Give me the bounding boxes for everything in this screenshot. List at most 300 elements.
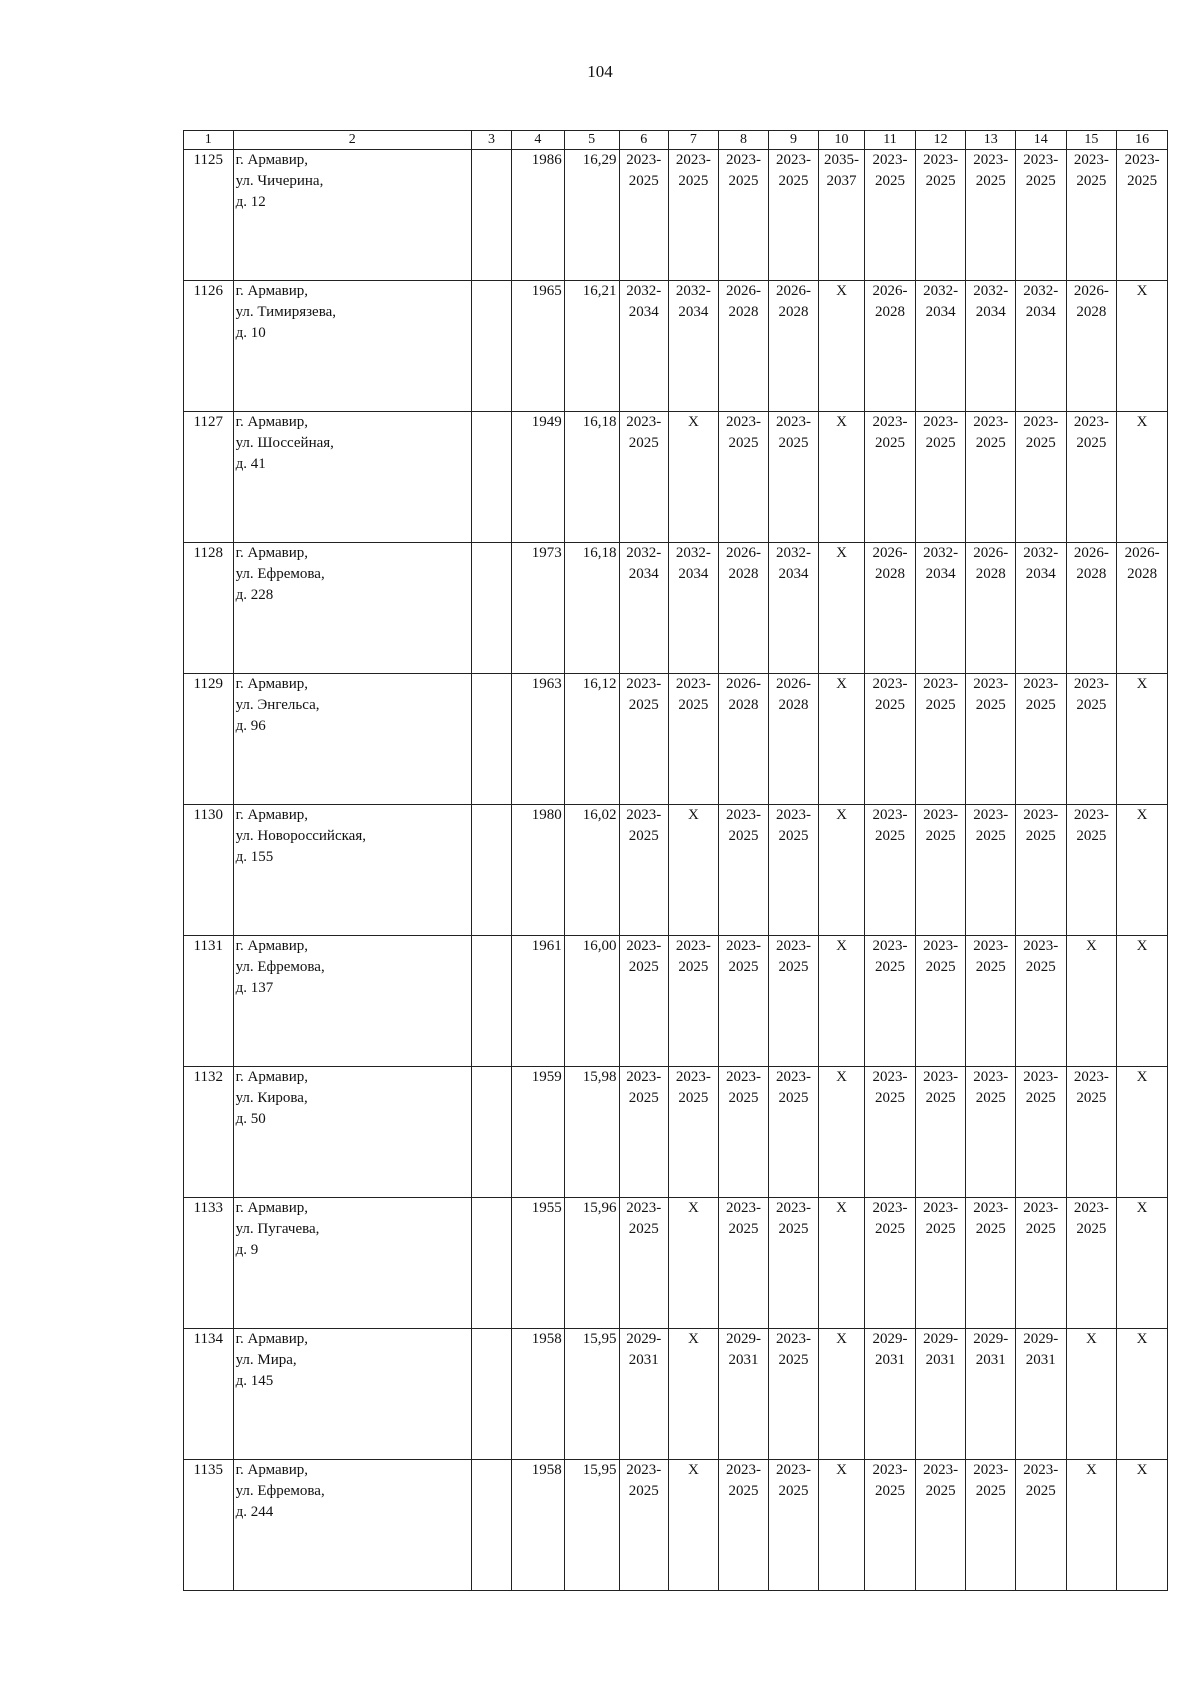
- period-cell: [669, 1198, 719, 1329]
- period-line: 2023-: [1073, 414, 1109, 430]
- period-line: 2023-: [923, 1462, 959, 1478]
- table-row: [184, 1329, 1168, 1460]
- period-line: 2025: [1076, 697, 1107, 713]
- period-line: 2023-: [776, 1200, 812, 1216]
- period-line: X: [687, 414, 699, 430]
- period-line: 2031: [1025, 1352, 1056, 1368]
- period-line: X: [1136, 1200, 1148, 1216]
- period-line: 2025: [728, 173, 759, 189]
- period-cell: [1066, 1198, 1117, 1329]
- period-line: X: [1136, 414, 1148, 430]
- column-header: 7: [669, 131, 719, 150]
- column-header: 10: [818, 131, 864, 150]
- address-line: г. Армавир,: [235, 1069, 309, 1085]
- period-line: 2023-: [725, 1069, 761, 1085]
- address-line: г. Армавир,: [235, 938, 309, 954]
- period-cell: [865, 805, 916, 936]
- period-line: 2023-: [872, 1069, 908, 1085]
- period-line: 2023-: [1073, 152, 1109, 168]
- period-cell: [669, 543, 719, 674]
- period-line: 2028: [728, 304, 759, 320]
- period-line: 2023-: [1073, 1200, 1109, 1216]
- period-line: 2025: [1025, 1483, 1056, 1499]
- period-line: 2023-: [626, 807, 662, 823]
- period-cell: [669, 1460, 719, 1591]
- period-line: 2025: [875, 1090, 905, 1106]
- address-line: д. 10: [235, 325, 266, 341]
- address-line: г. Армавир,: [235, 1331, 309, 1347]
- period-line: 2026-: [776, 676, 812, 692]
- housing-register-table: [183, 130, 1168, 1591]
- period-cell: [718, 412, 769, 543]
- period-line: 2023-: [1023, 807, 1059, 823]
- row-number-cell: 1126: [184, 281, 234, 412]
- period-cell: [619, 543, 669, 674]
- period-line: 2023-: [973, 938, 1009, 954]
- value-cell: 15,96: [564, 1198, 619, 1329]
- period-cell: [1117, 1329, 1168, 1460]
- period-cell: [1066, 281, 1117, 412]
- address-line: г. Армавир,: [235, 283, 309, 299]
- period-line: 2023-: [1073, 676, 1109, 692]
- period-line: 2026-: [725, 283, 761, 299]
- address-line: ул. Ефремова,: [235, 959, 325, 975]
- period-line: 2025: [875, 828, 905, 844]
- period-line: 2023-: [1023, 414, 1059, 430]
- period-cell: [818, 1460, 864, 1591]
- period-cell: [966, 674, 1016, 805]
- period-cell: [1066, 1460, 1117, 1591]
- address-line: г. Армавир,: [235, 152, 309, 168]
- value-cell: 16,02: [564, 805, 619, 936]
- period-line: 2023-: [675, 152, 711, 168]
- period-line: 2025: [678, 173, 709, 189]
- period-line: X: [1136, 938, 1148, 954]
- period-line: 2032-: [626, 545, 662, 561]
- period-line: 2023-: [725, 1462, 761, 1478]
- period-line: 2023-: [626, 1200, 662, 1216]
- period-line: 2034: [678, 566, 709, 582]
- period-line: 2034: [925, 304, 956, 320]
- row-number-cell: 1133: [184, 1198, 234, 1329]
- period-cell: [966, 412, 1016, 543]
- value-cell: 15,95: [564, 1460, 619, 1591]
- period-cell: [1015, 1067, 1066, 1198]
- period-cell: [1066, 805, 1117, 936]
- address-line: ул. Новороссийская,: [235, 828, 366, 844]
- period-line: X: [1136, 1462, 1148, 1478]
- period-line: 2025: [1127, 173, 1158, 189]
- table-row: [184, 1198, 1168, 1329]
- period-line: 2025: [728, 959, 759, 975]
- period-line: 2025: [1025, 959, 1056, 975]
- period-line: 2031: [975, 1352, 1006, 1368]
- period-cell: [718, 543, 769, 674]
- period-line: 2025: [875, 1483, 905, 1499]
- period-cell: [1117, 1198, 1168, 1329]
- period-cell: [966, 1329, 1016, 1460]
- period-cell: [865, 281, 916, 412]
- period-cell: [718, 674, 769, 805]
- column-3-cell: [471, 543, 511, 674]
- period-line: X: [1085, 1331, 1097, 1347]
- period-line: 2032-: [675, 283, 711, 299]
- period-line: 2023-: [1124, 152, 1160, 168]
- period-line: 2028: [875, 304, 905, 320]
- table-row: [184, 936, 1168, 1067]
- period-cell: [966, 150, 1016, 281]
- period-line: X: [687, 1331, 699, 1347]
- period-line: 2023-: [1023, 152, 1059, 168]
- address-cell: [233, 674, 471, 805]
- period-cell: [915, 1067, 966, 1198]
- period-line: X: [836, 1200, 847, 1216]
- period-cell: [1015, 412, 1066, 543]
- period-line: 2025: [778, 828, 809, 844]
- period-line: 2034: [1025, 566, 1056, 582]
- period-line: 2023-: [776, 414, 812, 430]
- period-line: 2028: [728, 697, 759, 713]
- period-line: X: [836, 807, 847, 823]
- column-3-cell: [471, 1460, 511, 1591]
- period-cell: [1117, 1460, 1168, 1591]
- table-row: [184, 805, 1168, 936]
- period-line: 2023-: [923, 807, 959, 823]
- period-line: 2025: [925, 1221, 956, 1237]
- table-row: [184, 543, 1168, 674]
- period-line: 2026-: [973, 545, 1009, 561]
- period-cell: [619, 412, 669, 543]
- value-cell: 16,18: [564, 543, 619, 674]
- address-line: г. Армавир,: [235, 1462, 309, 1478]
- row-number-cell: 1127: [184, 412, 234, 543]
- period-line: 2026-: [1124, 545, 1160, 561]
- column-header: 14: [1015, 131, 1066, 150]
- period-cell: [865, 1067, 916, 1198]
- period-line: 2025: [1076, 828, 1107, 844]
- period-line: 2025: [875, 697, 905, 713]
- period-cell: [966, 1460, 1016, 1591]
- period-line: 2025: [925, 828, 956, 844]
- address-cell: [233, 412, 471, 543]
- address-line: д. 9: [235, 1242, 259, 1258]
- address-line: д. 145: [235, 1373, 274, 1389]
- period-line: 2023-: [675, 1069, 711, 1085]
- period-line: 2023-: [1023, 676, 1059, 692]
- column-header: 11: [865, 131, 916, 150]
- period-line: 2025: [778, 1483, 809, 1499]
- period-line: 2023-: [1023, 1069, 1059, 1085]
- period-line: 2025: [628, 959, 659, 975]
- period-line: 2029-: [1023, 1331, 1059, 1347]
- column-3-cell: [471, 936, 511, 1067]
- period-line: 2025: [875, 959, 905, 975]
- column-3-cell: [471, 805, 511, 936]
- address-line: ул. Мира,: [235, 1352, 297, 1368]
- address-line: д. 137: [235, 980, 274, 996]
- column-header: 12: [915, 131, 966, 150]
- period-line: 2029-: [626, 1331, 662, 1347]
- period-line: 2025: [1025, 435, 1056, 451]
- period-line: 2023-: [1023, 938, 1059, 954]
- address-line: ул. Кирова,: [235, 1090, 308, 1106]
- period-line: 2025: [925, 1483, 956, 1499]
- column-header: 6: [619, 131, 669, 150]
- period-line: 2028: [1076, 566, 1107, 582]
- address-line: г. Армавир,: [235, 807, 309, 823]
- period-line: 2025: [1025, 1221, 1056, 1237]
- period-line: 2029-: [923, 1331, 959, 1347]
- value-cell: 16,12: [564, 674, 619, 805]
- address-line: г. Армавир,: [235, 676, 309, 692]
- table-row: [184, 150, 1168, 281]
- period-cell: [818, 1329, 864, 1460]
- period-cell: [1066, 543, 1117, 674]
- period-line: 2023-: [725, 1200, 761, 1216]
- period-line: 2034: [628, 304, 659, 320]
- period-cell: [769, 1460, 819, 1591]
- build-year-cell: 1961: [511, 936, 564, 1067]
- period-line: 2023-: [626, 676, 662, 692]
- period-line: 2023-: [626, 152, 662, 168]
- period-line: X: [1136, 1331, 1148, 1347]
- address-line: д. 96: [235, 718, 266, 734]
- build-year-cell: 1958: [511, 1329, 564, 1460]
- column-header: 13: [966, 131, 1016, 150]
- period-line: 2023-: [1023, 1462, 1059, 1478]
- period-cell: [718, 805, 769, 936]
- period-cell: [915, 412, 966, 543]
- period-line: X: [687, 1200, 699, 1216]
- value-cell: 16,18: [564, 412, 619, 543]
- period-line: 2034: [975, 304, 1006, 320]
- period-cell: [1015, 1329, 1066, 1460]
- address-cell: [233, 543, 471, 674]
- period-cell: [718, 1198, 769, 1329]
- period-cell: [966, 1067, 1016, 1198]
- period-cell: [915, 1329, 966, 1460]
- period-line: 2028: [728, 566, 759, 582]
- column-3-cell: [471, 1067, 511, 1198]
- period-line: 2028: [975, 566, 1006, 582]
- row-number-cell: 1125: [184, 150, 234, 281]
- build-year-cell: 1949: [511, 412, 564, 543]
- address-line: д. 155: [235, 849, 274, 865]
- address-line: ул. Энгельса,: [235, 697, 320, 713]
- row-number-cell: 1128: [184, 543, 234, 674]
- period-line: 2025: [1076, 1221, 1107, 1237]
- period-line: 2023-: [973, 807, 1009, 823]
- period-line: 2023-: [872, 807, 908, 823]
- period-line: 2025: [1025, 173, 1056, 189]
- period-line: 2025: [778, 435, 809, 451]
- period-line: X: [1085, 938, 1097, 954]
- period-line: 2023-: [725, 414, 761, 430]
- period-cell: [865, 1329, 916, 1460]
- period-line: 2025: [975, 1221, 1006, 1237]
- row-number-cell: 1132: [184, 1067, 234, 1198]
- period-line: X: [836, 1462, 847, 1478]
- period-cell: [619, 1329, 669, 1460]
- period-line: 2034: [628, 566, 659, 582]
- column-header: 8: [718, 131, 769, 150]
- address-cell: [233, 150, 471, 281]
- period-cell: [915, 281, 966, 412]
- period-cell: [669, 1067, 719, 1198]
- period-line: 2023-: [776, 1462, 812, 1478]
- period-line: 2025: [728, 1221, 759, 1237]
- period-line: 2028: [875, 566, 905, 582]
- period-line: 2023-: [725, 807, 761, 823]
- period-line: 2025: [778, 959, 809, 975]
- period-line: 2023-: [872, 1462, 908, 1478]
- period-line: 2032-: [626, 283, 662, 299]
- period-line: 2025: [728, 435, 759, 451]
- period-line: 2025: [678, 959, 709, 975]
- period-cell: [1117, 1067, 1168, 1198]
- period-line: X: [836, 545, 847, 561]
- column-header: 15: [1066, 131, 1117, 150]
- period-cell: [818, 1067, 864, 1198]
- period-cell: [1066, 1329, 1117, 1460]
- period-line: 2025: [925, 1090, 956, 1106]
- period-line: X: [687, 807, 699, 823]
- period-line: 2023-: [725, 152, 761, 168]
- table-row: [184, 281, 1168, 412]
- address-line: г. Армавир,: [235, 545, 309, 561]
- period-cell: [1066, 150, 1117, 281]
- address-cell: [233, 805, 471, 936]
- period-cell: [1066, 412, 1117, 543]
- period-line: 2023-: [626, 1462, 662, 1478]
- period-cell: [769, 412, 819, 543]
- period-line: 2023-: [872, 676, 908, 692]
- period-line: 2023-: [973, 676, 1009, 692]
- period-line: 2023-: [872, 152, 908, 168]
- period-cell: [1015, 543, 1066, 674]
- period-line: 2026-: [725, 545, 761, 561]
- period-line: X: [1136, 283, 1148, 299]
- period-line: 2034: [678, 304, 709, 320]
- period-line: X: [836, 938, 847, 954]
- period-line: X: [836, 283, 847, 299]
- period-cell: [718, 1329, 769, 1460]
- period-line: 2023-: [973, 1069, 1009, 1085]
- period-line: 2034: [925, 566, 956, 582]
- period-line: 2026-: [1073, 545, 1109, 561]
- page-number: 104: [587, 62, 613, 81]
- period-line: 2025: [678, 1090, 709, 1106]
- period-cell: [1015, 1460, 1066, 1591]
- period-cell: [1117, 150, 1168, 281]
- build-year-cell: 1973: [511, 543, 564, 674]
- value-cell: 16,29: [564, 150, 619, 281]
- period-cell: [769, 805, 819, 936]
- period-cell: [619, 150, 669, 281]
- period-cell: [1117, 805, 1168, 936]
- period-line: X: [1136, 676, 1148, 692]
- period-line: 2025: [1025, 828, 1056, 844]
- address-cell: [233, 281, 471, 412]
- period-line: 2025: [925, 697, 956, 713]
- period-line: 2032-: [923, 545, 959, 561]
- period-cell: [818, 412, 864, 543]
- address-line: г. Армавир,: [235, 1200, 309, 1216]
- period-line: 2025: [778, 1090, 809, 1106]
- period-line: 2023-: [923, 1069, 959, 1085]
- period-cell: [669, 1329, 719, 1460]
- period-line: 2032-: [675, 545, 711, 561]
- period-cell: [769, 150, 819, 281]
- period-line: 2031: [925, 1352, 956, 1368]
- column-header: 2: [233, 131, 471, 150]
- period-line: 2025: [628, 697, 659, 713]
- period-cell: [818, 1198, 864, 1329]
- period-line: 2023-: [872, 414, 908, 430]
- period-cell: [818, 805, 864, 936]
- period-line: 2023-: [923, 152, 959, 168]
- period-cell: [1066, 674, 1117, 805]
- period-line: 2026-: [872, 545, 908, 561]
- period-line: 2025: [925, 173, 956, 189]
- period-line: 2035-: [824, 152, 859, 168]
- column-header: 5: [564, 131, 619, 150]
- period-line: 2025: [1076, 435, 1107, 451]
- build-year-cell: 1980: [511, 805, 564, 936]
- column-header: 1: [184, 131, 234, 150]
- period-line: 2023-: [1073, 807, 1109, 823]
- period-line: 2025: [728, 1483, 759, 1499]
- period-line: X: [1136, 1069, 1148, 1085]
- period-cell: [619, 674, 669, 805]
- period-line: 2025: [875, 173, 905, 189]
- period-cell: [1117, 543, 1168, 674]
- period-line: X: [1136, 807, 1148, 823]
- period-line: 2025: [975, 959, 1006, 975]
- address-line: д. 41: [235, 456, 266, 472]
- period-line: 2023-: [776, 807, 812, 823]
- column-3-cell: [471, 674, 511, 805]
- period-cell: [818, 674, 864, 805]
- period-line: 2034: [778, 566, 809, 582]
- column-3-cell: [471, 1198, 511, 1329]
- address-line: ул. Пугачева,: [235, 1221, 320, 1237]
- address-line: д. 244: [235, 1504, 274, 1520]
- period-cell: [1015, 936, 1066, 1067]
- row-number-cell: 1135: [184, 1460, 234, 1591]
- period-cell: [669, 936, 719, 1067]
- period-line: 2025: [975, 1483, 1006, 1499]
- period-line: 2023-: [973, 1200, 1009, 1216]
- build-year-cell: 1958: [511, 1460, 564, 1591]
- period-cell: [669, 674, 719, 805]
- period-cell: [769, 936, 819, 1067]
- period-line: 2023-: [776, 1331, 812, 1347]
- period-cell: [619, 1460, 669, 1591]
- period-cell: [669, 150, 719, 281]
- period-cell: [865, 412, 916, 543]
- address-line: ул. Ефремова,: [235, 1483, 325, 1499]
- period-line: X: [836, 676, 847, 692]
- period-cell: [769, 543, 819, 674]
- period-line: 2025: [778, 173, 809, 189]
- period-line: 2025: [628, 828, 659, 844]
- value-cell: 16,00: [564, 936, 619, 1067]
- column-header: 16: [1117, 131, 1168, 150]
- row-number-cell: 1131: [184, 936, 234, 1067]
- period-line: 2032-: [923, 283, 959, 299]
- period-line: 2023-: [725, 938, 761, 954]
